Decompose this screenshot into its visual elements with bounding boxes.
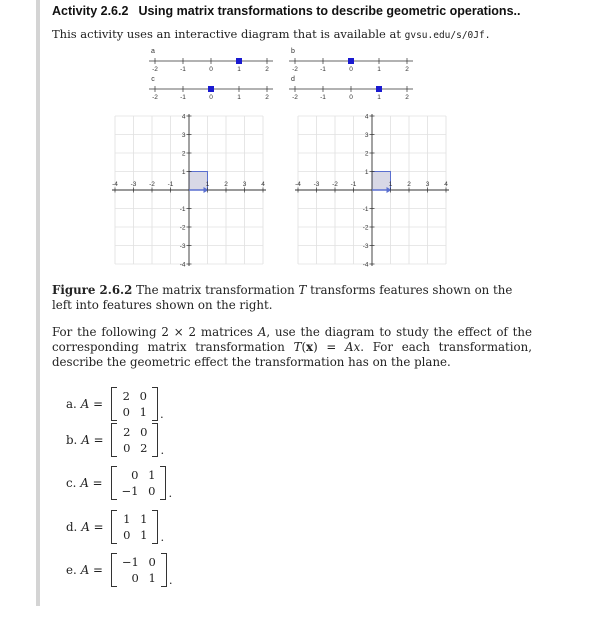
slider-d-label: d (291, 76, 295, 83)
item-label: a. (66, 397, 77, 411)
slider-tick-label: -2 (152, 94, 158, 101)
x-tick-label: 2 (224, 181, 228, 188)
y-tick-label: -4 (179, 261, 186, 269)
slider-a-label: a (151, 48, 155, 55)
slider-tick-label: 1 (237, 94, 241, 101)
y-tick-label: -2 (362, 224, 369, 232)
matrix-entry: −1 (121, 555, 139, 569)
matrix-entry: 0 (123, 441, 131, 455)
caption-symbol: T (298, 283, 307, 297)
activity-title (52, 4, 520, 18)
slider-tick-label: 0 (349, 66, 353, 73)
period: . (159, 407, 164, 421)
x-tick-label: 1 (388, 181, 393, 188)
slider-tick-label: 1 (377, 94, 381, 101)
right-bracket (161, 553, 167, 587)
x-tick-label: -2 (332, 181, 338, 188)
matrix-item-c (66, 466, 172, 500)
right-plot (295, 113, 449, 268)
matrix-entry: 0 (131, 468, 139, 482)
matrix-entry: 0 (123, 528, 131, 542)
y-tick-label: 1 (364, 168, 369, 176)
matrix-entry: 0 (131, 571, 139, 585)
slider-c[interactable] (149, 76, 273, 101)
right-bracket (160, 466, 166, 500)
matrix (111, 387, 158, 421)
item-label: b. (66, 433, 78, 447)
slider-tick-label: 1 (237, 66, 241, 73)
y-tick-label: -1 (179, 205, 186, 213)
matrix-entry: 1 (148, 571, 156, 585)
slider-b-handle[interactable] (348, 58, 354, 64)
activity-intro (52, 27, 490, 41)
right-bracket (152, 387, 158, 421)
slider-a-handle[interactable] (236, 58, 242, 64)
x-tick-label: 3 (242, 181, 247, 188)
matrix-entry: 1 (123, 512, 131, 526)
intro-text: This activity uses an interactive diagram that is available at (52, 27, 401, 41)
x-tick-label: -3 (130, 181, 137, 188)
slider-tick-label: 2 (265, 94, 269, 101)
matrix-entry: 1 (139, 405, 147, 419)
y-tick-label: -4 (362, 261, 369, 269)
matrix-entry: 1 (148, 468, 156, 482)
y-tick-label: -2 (179, 224, 186, 232)
period: . (168, 486, 173, 500)
slider-tick-label: -2 (292, 66, 298, 73)
slider-tick-label: 1 (377, 66, 381, 73)
slider-tick-label: 0 (209, 94, 213, 101)
item-label: d. (66, 520, 78, 534)
matrix-equals: A = (81, 433, 104, 447)
matrix-item-a (66, 387, 164, 421)
matrix-entry: 0 (148, 555, 156, 569)
slider-tick-label: 2 (405, 66, 409, 73)
slider-b-label: b (291, 48, 295, 55)
figure-caption (52, 283, 532, 313)
y-tick-label: -3 (179, 242, 186, 250)
x-tick-label: 4 (261, 181, 265, 188)
slider-d[interactable] (289, 76, 413, 101)
y-tick-label: 4 (364, 113, 369, 121)
caption-text-2: transforms features shown on the left into features shown on the right. (52, 283, 513, 312)
y-tick-label: 3 (181, 131, 186, 139)
slider-b[interactable] (289, 48, 413, 73)
matrix-entry: 0 (140, 425, 148, 439)
left-plot (112, 113, 266, 268)
diagram-link[interactable]: gvsu.edu/s/0Jf. (404, 30, 491, 41)
slider-tick-label: 0 (209, 66, 213, 73)
slider-d-handle[interactable] (376, 86, 382, 92)
matrix-entry: 0 (148, 484, 156, 498)
slider-panel[interactable] (149, 48, 413, 101)
slider-c-handle[interactable] (208, 86, 214, 92)
slider-tick-label: 2 (405, 94, 409, 101)
matrix-equals: A = (81, 520, 104, 534)
matrix (111, 553, 167, 587)
matrix-entry: 1 (140, 528, 148, 542)
matrix (111, 510, 158, 544)
x-tick-label: -2 (149, 181, 155, 188)
y-tick-label: 4 (181, 113, 186, 121)
x-tick-label: 4 (444, 181, 448, 188)
slider-tick-label: -1 (320, 94, 326, 101)
x-tick-label: 3 (425, 181, 430, 188)
y-tick-label: 1 (181, 168, 186, 176)
matrix-item-d (66, 510, 164, 544)
slider-tick-label: 2 (265, 66, 269, 73)
matrix-item-e (66, 553, 173, 587)
x-tick-label: 2 (407, 181, 411, 188)
slider-tick-label: -1 (320, 66, 326, 73)
matrix-entry: 0 (139, 389, 147, 403)
slider-c-label: c (151, 76, 155, 83)
interactive-diagram[interactable] (105, 47, 485, 277)
matrix-equals: A = (80, 476, 103, 490)
y-tick-label: 3 (364, 131, 369, 139)
y-tick-label: -1 (362, 205, 369, 213)
matrix (111, 466, 167, 500)
y-tick-label: -3 (362, 242, 369, 250)
instructions-paragraph: For the following 2 × 2 matrices A, use the diagram to study the effect of the corresponding matrix transformation T(x) = Ax. For each transformation, describe the geometric effect the transformation has on the plane. (52, 325, 533, 369)
matrix-equals: A = (80, 563, 103, 577)
matrix-entry: 1 (140, 512, 148, 526)
x-tick-label: -3 (313, 181, 320, 188)
right-bracket (152, 510, 158, 544)
y-tick-label: 2 (181, 150, 186, 158)
slider-a[interactable] (149, 48, 273, 73)
activity-margin-bar (36, 0, 40, 606)
matrix-entry: 0 (122, 405, 130, 419)
slider-tick-label: -1 (180, 94, 186, 101)
period: . (168, 573, 173, 587)
slider-tick-label: -2 (152, 66, 158, 73)
activity-number: Activity 2.6.2 (52, 4, 129, 18)
matrix-entry: 2 (140, 441, 148, 455)
period: . (160, 530, 165, 544)
slider-tick-label: -2 (292, 94, 298, 101)
x-tick-label: -4 (112, 181, 118, 188)
matrix-entry: 2 (123, 425, 131, 439)
x-tick-label: -1 (167, 181, 174, 188)
x-tick-label: 1 (205, 181, 210, 188)
right-bracket (152, 423, 158, 457)
matrix-equals: A = (80, 397, 103, 411)
activity-title-text: Using matrix transformations to describe geometric operations.. (138, 4, 521, 18)
slider-tick-label: 0 (349, 94, 353, 101)
item-label: c. (66, 476, 77, 490)
matrix-entry: −1 (121, 484, 139, 498)
caption-text-1: The matrix transformation (136, 283, 295, 297)
y-tick-label: 2 (364, 150, 369, 158)
slider-tick-label: -1 (180, 66, 186, 73)
figure-label: Figure 2.6.2 (52, 283, 133, 297)
matrix (111, 423, 158, 457)
x-tick-label: -1 (350, 181, 357, 188)
item-label: e. (66, 563, 77, 577)
x-tick-label: -4 (295, 181, 301, 188)
matrix-entry: 2 (122, 389, 130, 403)
period: . (160, 443, 165, 457)
matrix-item-b (66, 423, 164, 457)
